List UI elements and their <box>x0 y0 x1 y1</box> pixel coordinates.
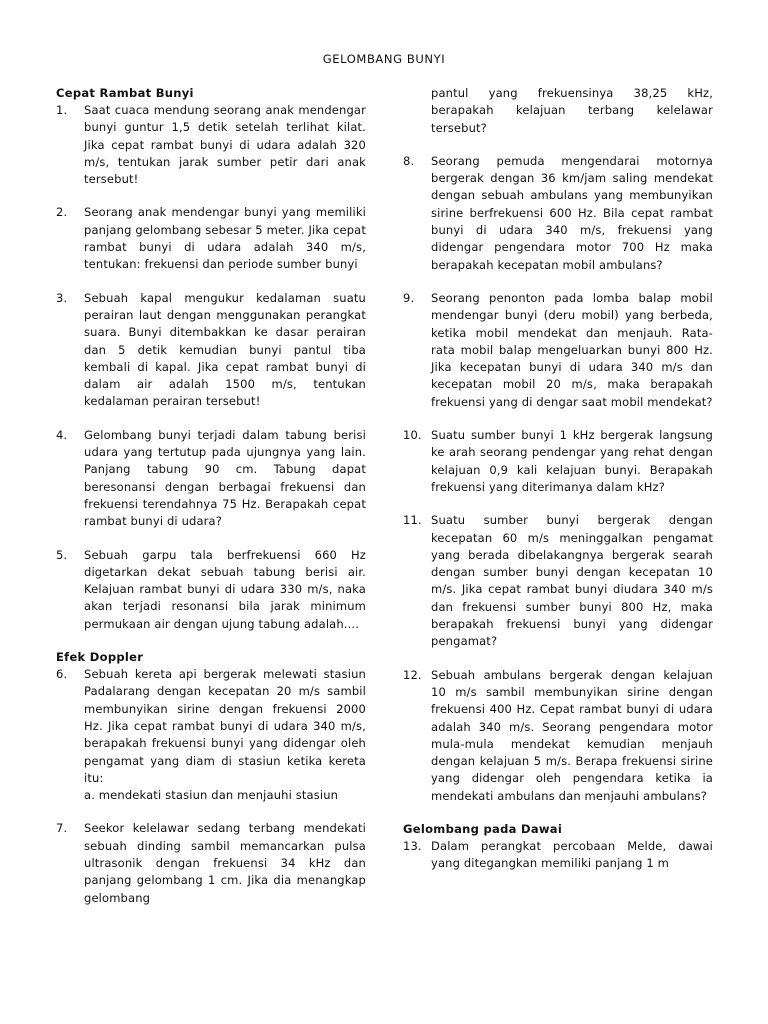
question-number: 6. <box>56 667 68 682</box>
question-7 <box>56 820 366 906</box>
section-heading-cepat-rambat: Cepat Rambat Bunyi <box>56 86 194 100</box>
question-1 <box>56 102 366 188</box>
question-text: Gelombang bunyi terjadi dalam tabung berisi udara yang tertutup pada ujungnya yang lain. Panjang tabung 90 cm. Tabung dapat beresonansi dengan berbagai frekuensi dan frekuensi terendahnya 75 Hz. Berapakah cepat rambat bunyi di udara? <box>84 427 366 529</box>
question-text: Dalam perangkat percobaan Melde, dawai yang ditegangkan memiliki panjang 1 m <box>431 838 713 871</box>
question-number: 1. <box>56 103 68 117</box>
question-8 <box>403 153 713 274</box>
question-number: 9. <box>403 290 415 305</box>
question-subpart: a. mendekati stasiun dan menjauhi stasiun <box>84 788 339 803</box>
question-3 <box>56 290 366 411</box>
question-4 <box>56 427 366 531</box>
question-number: 13. <box>403 838 422 853</box>
question-number: 8. <box>403 153 415 168</box>
question-5 <box>56 547 366 633</box>
question-text: Seorang anak mendengar bunyi yang memiliki panjang gelombang sebesar 5 meter. Jika cepat rambat bunyi di udara adalah 340 m/s, tentukan: frekuensi dan periode sumber bunyi <box>84 205 366 272</box>
question-text: Seekor kelelawar sedang terbang mendekati sebuah dinding sambil memancarkan pulsa ultrasonik dengan frekuensi 34 kHz dan panjang gelombang 1 cm. Jika dia menangkap gelombang <box>84 821 366 905</box>
question-12 <box>403 667 713 805</box>
question-number: 12. <box>403 667 422 682</box>
question-number: 2. <box>56 205 68 220</box>
right-column <box>403 85 713 873</box>
question-10 <box>403 427 713 496</box>
question-text: Seorang pemuda mengendarai motornya bergerak dengan 36 km/jam saling mendekat dengan sebuah ambulans yang membunyikan sirine berfrekuensi 600 Hz. Bila cepat rambat bunyi di udara 340 m/s, frekuensi yang didengar pengendara motor 700 Hz maka berapakah kecepatan mobil ambulans? <box>431 153 713 272</box>
question-2 <box>56 204 366 273</box>
question-text: Sebuah ambulans bergerak dengan kelajuan 10 m/s sambil membunyikan sirine dengan frekuensi 400 Hz. Cepat rambat bunyi di udara adalah 340 m/s. Seorang pengendara motor mula-mula mendekat kemudian menjauh dengan kelajuan 5 m/s. Berapa frekuensi sirine yang didengar oleh pengendara ketika ia mendekati ambulans dan menjauhi ambulans? <box>431 667 713 803</box>
question-text: Saat cuaca mendung seorang anak mendengar bunyi guntur 1,5 detik setelah terlihat kilat. Jika cepat rambat bunyi di udara adalah 320 m/s, tentukan jarak sumber petir dari anak tersebut! <box>84 103 366 187</box>
question-body <box>84 666 366 804</box>
question-13 <box>403 838 713 873</box>
question-text: Sebuah kapal mengukur kedalaman suatu perairan laut dengan menggunakan perangkat suara. Bunyi ditembakkan ke dasar perairan dan 5 detik kemudian bunyi pantul tiba kembali di kapal. Jika cepat rambat bunyi di dalam air adalah 1500 m/s, tentukan kedalaman perairan tersebut! <box>84 290 366 409</box>
question-number: 11. <box>403 513 422 528</box>
question-11 <box>403 512 713 650</box>
question-number: 4. <box>56 427 68 442</box>
question-7-continued: pantul yang frekuensinya 38,25 kHz, berapakah kelajuan terbang kelelawar tersebut? <box>431 86 713 135</box>
question-number: 10. <box>403 428 422 443</box>
question-number: 7. <box>56 821 68 836</box>
question-text: Sebuah kereta api bergerak melewati stasiun Padalarang dengan kecepatan 20 m/s sambil membunyikan sirine dengan frekuensi 2000 Hz. Jika cepat rambat bunyi di udara 340 m/s, berapakah frekuensi bunyi yang didengar oleh pengamat yang diam di stasiun ketika kereta itu: <box>84 667 366 785</box>
question-text: Sebuah garpu tala berfrekuensi 660 Hz digetarkan dekat sebuah tabung berisi air. Kelajuan rambat bunyi di udara 330 m/s, naka akan terjadi resonansi bila jarak minimum permukaan air dengan ujung tabung adalah.... <box>84 547 366 631</box>
section-heading-gelombang-dawai: Gelombang pada Dawai <box>403 821 563 836</box>
left-column <box>56 85 366 907</box>
question-6 <box>56 666 366 804</box>
question-9 <box>403 290 713 411</box>
question-number: 5. <box>56 547 68 562</box>
question-text: Suatu sumber bunyi bergerak dengan kecepatan 60 m/s meninggalkan pengamat yang berada dibelakangnya bergerak searah dengan sumber bunyi dengan kecepatan 10 m/s. Jika cepat rambat bunyi diudara 340 m/s dan frekuensi sumber bunyi 800 Hz, maka berapakah frekuensi bunyi yang didengar pengamat? <box>431 513 713 649</box>
page-title: GELOMBANG BUNYI <box>322 52 446 66</box>
question-text: Seorang penonton pada lomba balap mobil mendengar bunyi (deru mobil) yang berbeda, ketika mobil mendekat dan menjauh. Rata- rata mobil balap mengeluarkan bunyi 800 Hz. Jika kecepatan bunyi di udara 340 m/s dan kecepatan mobil 20 m/s, maka berapakah frekuensi yang di dengar saat mobil mendekat? <box>431 290 713 409</box>
section-heading-efek-doppler: Efek Doppler <box>56 650 144 665</box>
question-text: Suatu sumber bunyi 1 kHz bergerak langsung ke arah seorang pendengar yang rehat dengan kelajuan 0,9 kali kelajuan bunyi. Berapakah frekuensi yang diterimanya dalam kHz? <box>431 428 713 494</box>
question-number: 3. <box>56 290 68 305</box>
